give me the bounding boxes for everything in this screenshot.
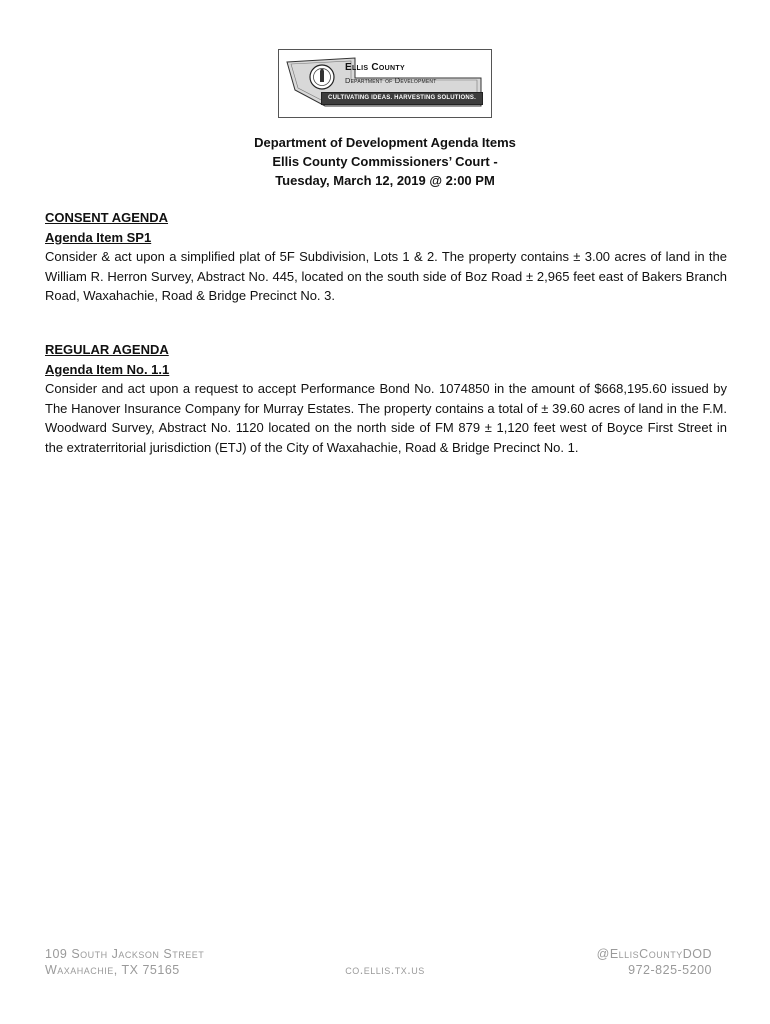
agenda-item-1-1-heading: Agenda Item No. 1.1 bbox=[45, 361, 170, 377]
header-court: Ellis County Commissioners’ Court - bbox=[272, 154, 498, 169]
footer-website-text: co.ellis.tx.us bbox=[345, 963, 425, 977]
logo-title: Ellis County bbox=[345, 62, 405, 73]
footer-address-line1: 109 South Jackson Street bbox=[45, 947, 205, 961]
logo-tagline-band bbox=[321, 92, 483, 105]
footer-phone: 972-825-5200 bbox=[628, 963, 712, 977]
agenda-item-sp1-heading: Agenda Item SP1 bbox=[45, 229, 152, 245]
county-logo bbox=[278, 49, 492, 118]
footer-address-line2: Waxahachie, TX 75165 bbox=[45, 963, 180, 977]
document-header bbox=[0, 133, 770, 190]
header-date: Tuesday, March 12, 2019 @ 2:00 PM bbox=[275, 173, 495, 188]
agenda-item-1-1-text: Consider and act upon a request to accept Performance Bond No. 1074850 in the amount of $668,195.60 issued by The Hanover Insurance Company for Murray Estates. The property contains a total of ± 39.60 acres of land in the F.M. Woodward Survey, Abstract No. 1120 located on the north side of FM 879 ± 1,120 feet west of Boyce First Street in the extraterritorial jurisdiction (ETJ) of the City of Waxahachie, Road & Bridge Precinct No. 1. bbox=[45, 381, 727, 455]
footer-contact bbox=[597, 946, 712, 978]
logo-tagline: CULTIVATING IDEAS. HARVESTING SOLUTIONS. bbox=[328, 95, 476, 101]
county-seal-icon bbox=[309, 64, 335, 90]
consent-agenda-section bbox=[45, 208, 727, 306]
header-title: Department of Development Agenda Items bbox=[254, 135, 516, 150]
regular-agenda-section bbox=[45, 340, 727, 457]
consent-agenda-heading: CONSENT AGENDA bbox=[45, 210, 169, 225]
agenda-item-sp1-text: Consider & act upon a simplified plat of 5F Subdivision, Lots 1 & 2. The property contains ± 3.00 acres of land in the William R. Herron Survey, Abstract No. 445, located on the south side of Boz Road ± 2,965 feet east of Bakers Branch Road, Waxahachie, Road & Bridge Precinct No. 3. bbox=[45, 249, 727, 303]
regular-agenda-heading: REGULAR AGENDA bbox=[45, 342, 169, 357]
logo-subtitle: Department of Development bbox=[345, 76, 437, 85]
footer-social: @EllisCountyDOD bbox=[596, 947, 712, 961]
